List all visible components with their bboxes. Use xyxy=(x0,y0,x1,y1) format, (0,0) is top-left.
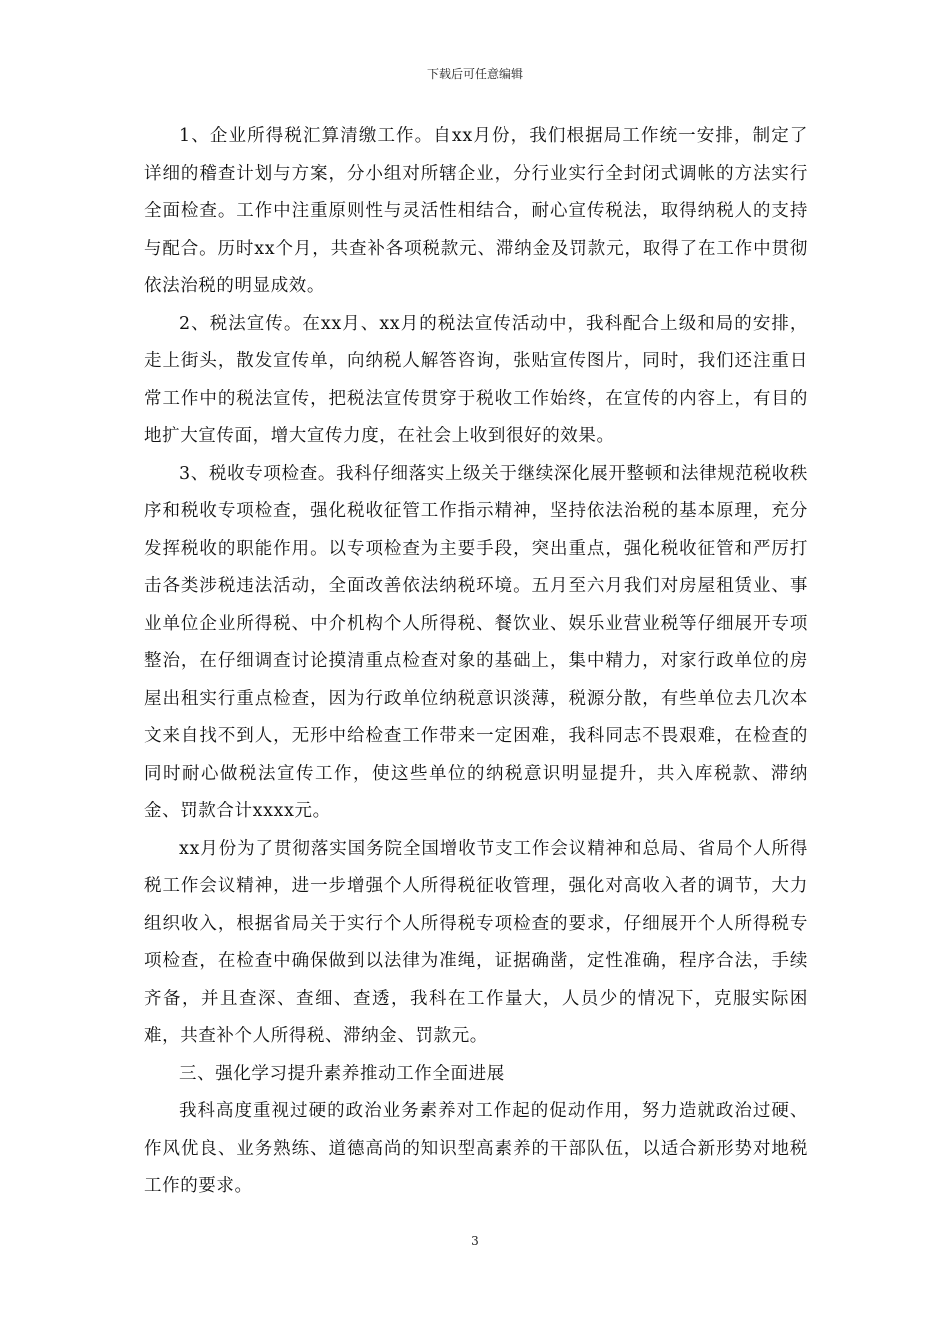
paragraph-personal-income-tax-inspection: xx月份为了贯彻落实国务院全国增收节支工作会议精神和总局、省局个人所得税工作会议精神，进一步增强个人所得税征收管理，强化对高收入者的调节，大力组织收入，根据省局关于实行个人所得税专项检查的要求，仔细展开个人所得税专项检查，在检查中确保做到以法律为准绳，证据确凿，定性准确，程序合法，手续齐备，并且查深、查细、查透，我科在工作量大，人员少的情况下，克服实际困难，共查补个人所得税、滞纳金、罚款元。 xyxy=(144,838,808,1046)
document-body xyxy=(144,118,808,1206)
paragraph-study-and-quality: 我科高度重视过硬的政治业务素养对工作起的促动作用，努力造就政治过硬、作风优良、业务熟练、道德高尚的知识型高素养的干部队伍，以适合新形势对地税工作的要求。 xyxy=(144,1101,808,1196)
paragraph-corporate-income-tax: 1、企业所得税汇算清缴工作。自xx月份，我们根据局工作统一安排，制定了详细的稽查计划与方案，分小组对所辖企业，分行业实行全封闭式调帐的方法实行全面检查。工作中注重原则性与灵活性相结合，耐心宣传税法，取得纳税人的支持与配合。历时xx个月，共查补各项税款元、滞纳金及罚款元，取得了在工作中贯彻依法治税的明显成效。 xyxy=(144,126,808,296)
page-header-note: 下载后可任意编辑 xyxy=(426,67,523,81)
paragraph-special-tax-inspection: 3、税收专项检查。我科仔细落实上级关于继续深化展开整顿和法律规范税收秩序和税收专项检查，强化税收征管工作指示精神，坚持依法治税的基本原理，充分发挥税收的职能作用。以专项检查为主要手段，突出重点，强化税收征管和严厉打击各类涉税违法活动，全面改善依法纳税环境。五月至六月我们对房屋租赁业、事业单位企业所得税、中介机构个人所得税、餐饮业、娱乐业营业税等仔细展开专项整治，在仔细调查讨论摸清重点检查对象的基础上，集中精力，对家行政单位的房屋出租实行重点检查，因为行政单位纳税意识淡薄，税源分散，有些单位去几次本文来自找不到人，无形中给检查工作带来一定困难，我科同志不畏艰难，在检查的同时耐心做税法宣传工作，使这些单位的纳税意识明显提升，共入库税款、滞纳金、罚款合计xxxx元。 xyxy=(144,463,808,821)
paragraph-tax-law-publicity: 2、税法宣传。在xx月、xx月的税法宣传活动中，我科配合上级和局的安排，走上街头，散发宣传单，向纳税人解答咨询，张贴宣传图片，同时，我们还注重日常工作中的税法宣传，把税法宣传贯穿于税收工作始终，在宣传的内容上，有目的地扩大宣传面，增大宣传力度，在社会上收到很好的效果。 xyxy=(144,313,808,446)
section-heading-three: 三、强化学习提升素养推动工作全面进展 xyxy=(179,1063,505,1084)
page-number: 3 xyxy=(471,1234,479,1248)
